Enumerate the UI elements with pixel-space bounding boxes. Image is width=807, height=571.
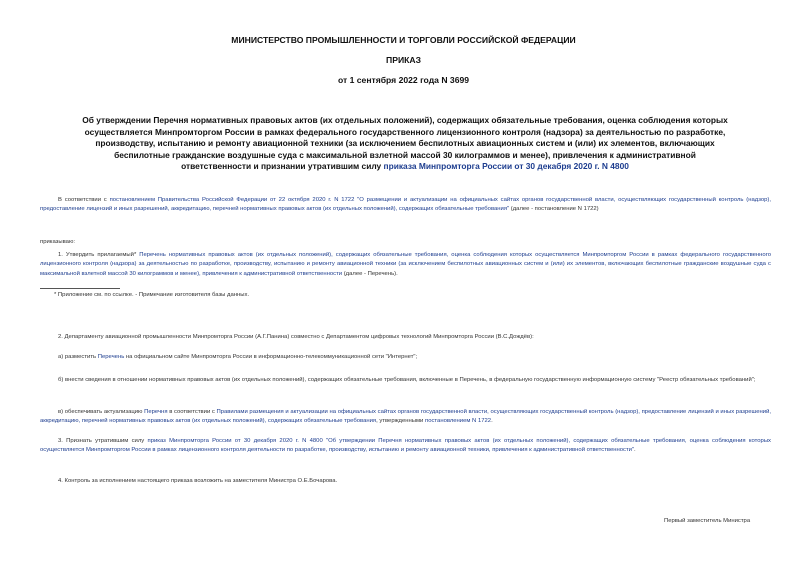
item-2c-text-mid: в соответствии с: [169, 409, 215, 415]
order-date-number: от 1 сентября 2022 года N 3699: [337, 75, 470, 85]
item-1-text-end: (далее - Перечень).: [343, 270, 398, 277]
footnote: * Приложение см. по ссылке. - Примечание изготовителя базы данных.: [54, 292, 250, 298]
order-word: приказываю:: [40, 239, 76, 245]
item-4-paragraph: 4. Контроль за исполнением настоящего приказа возложить на заместителя Министра О.Е.Бочарова.: [58, 478, 338, 484]
item-2a-paragraph: [40, 353, 771, 362]
footnote-divider: [40, 288, 120, 289]
order-heading: ПРИКАЗ: [386, 55, 421, 65]
item-2c-text-approved: , утвержденными: [376, 418, 424, 425]
item-1-link[interactable]: Перечень нормативных правовых актов (их отдельных положений), содержащих обязательные требования, оценка соблюдения которых осуществляется Минпромторгом России в рамках федерального государственного лицензионного контроля (надзора) за деятельностью по разработке, производству, испытанию и ремонту авиационной техники (за исключением беспилотных авиационных систем и (или) их элементов, включающих беспилотные гражданские воздушные суда с максимальной взлетной массой 30 килограммов и менее), привлечения к административной ответственности: [40, 252, 771, 277]
item-3-text: 3. Признать утратившим силу: [58, 438, 145, 444]
item-2c-text-end: .: [491, 418, 493, 425]
item-1-paragraph: [40, 251, 771, 279]
item-2c-link-resolution[interactable]: постановлением N 1722: [425, 418, 492, 425]
item-2a-text: а) разместить: [58, 354, 97, 360]
signature-title: Первый заместитель Министра: [664, 518, 751, 524]
title-text: Об утверждении Перечня нормативных правовых актов (их отдельных положений), содержащих обязательные требования, оценка соблюдения которых осуществляется Минпромторгом России в рамках федерального государственного лицензионного контроля (надзора) за деятельностью по разработке, производству, испытанию и ремонту авиационной техники (за исключением беспилотных авиационных систем и (или) их элементов, включающих беспилотные гражданские воздушные суда с максимальной взлетной массой 30 килограммов и менее), привлечения к административной ответственности и признании утратившим силу: [82, 115, 728, 172]
item-3-link[interactable]: приказ Минпромторга России от 30 декабря 2020 г. N 4800 "Об утверждении Перечня нормативных правовых актов (их отдельных положений), содержащих обязательные требования, оценка соблюдения которых осуществляется Минпромторгом России в рамках лицензионного контроля деятельности по разработке, производству, испытанию и ремонту авиационной техники, привлечения к административной ответственности": [40, 438, 772, 454]
item-3-paragraph: [40, 437, 771, 456]
item-1-text: 1. Утвердить прилагаемый*: [58, 252, 137, 258]
preamble-text-end: (далее - постановление N 1722): [510, 206, 599, 213]
item-2c-paragraph: [40, 408, 771, 427]
item-2c-link-list[interactable]: Перечня: [144, 409, 168, 415]
title-link[interactable]: приказа Минпромторга России от 30 декабря 2020 г. N 4800: [383, 161, 629, 172]
item-2b-paragraph: б) внести сведения в отношении нормативных правовых актов (их отдельных положений), содержащих обязательные требования, включенные в Перечень, в федеральную государственную информационную систему "Реестр обязательных требований";: [58, 377, 756, 383]
preamble-text: В соответствии с: [58, 197, 107, 203]
item-3-text-end: .: [634, 447, 636, 454]
item-2a-link[interactable]: Перечень: [97, 354, 125, 360]
item-2a-text-end: на официальном сайте Минпромторга России в информационно-телекоммуникационной сети "Интернет";: [125, 354, 418, 360]
preamble-paragraph: [40, 196, 771, 215]
preamble-link[interactable]: постановлением Правительства Российской Федерации от 22 октября 2020 г. N 1722 "О размещении и актуализации на официальных сайтах органов государственной власти, осуществляющих государственный контроль (надзор), предоставление лицензий и иных разрешений, аккредитацию, перечней нормативных правовых актов (их отдельных положений), содержащих обязательные требования": [40, 197, 771, 213]
ministry-heading: МИНИСТЕРСТВО ПРОМЫШЛЕННОСТИ И ТОРГОВЛИ РОССИЙСКОЙ ФЕДЕРАЦИИ: [231, 35, 576, 45]
item-2-paragraph: 2. Департаменту авиационной промышленности Минпромторга России (А.Г.Панина) совместно с Департаментом цифровых технологий Минпромторга России (В.С.Дождёв):: [58, 334, 534, 340]
item-2c-text: в) обеспечивать актуализацию: [58, 409, 143, 415]
order-title: [80, 115, 730, 173]
item-2c-link-rules[interactable]: Правилами размещения и актуализации на официальных сайтах органов государственной власти, осуществляющих государственный контроль (надзор), предоставление лицензий и иных разрешений, аккредитацию, перечней нормативных правовых актов (их отдельных положений), содержащих обязательные требования: [40, 409, 772, 425]
